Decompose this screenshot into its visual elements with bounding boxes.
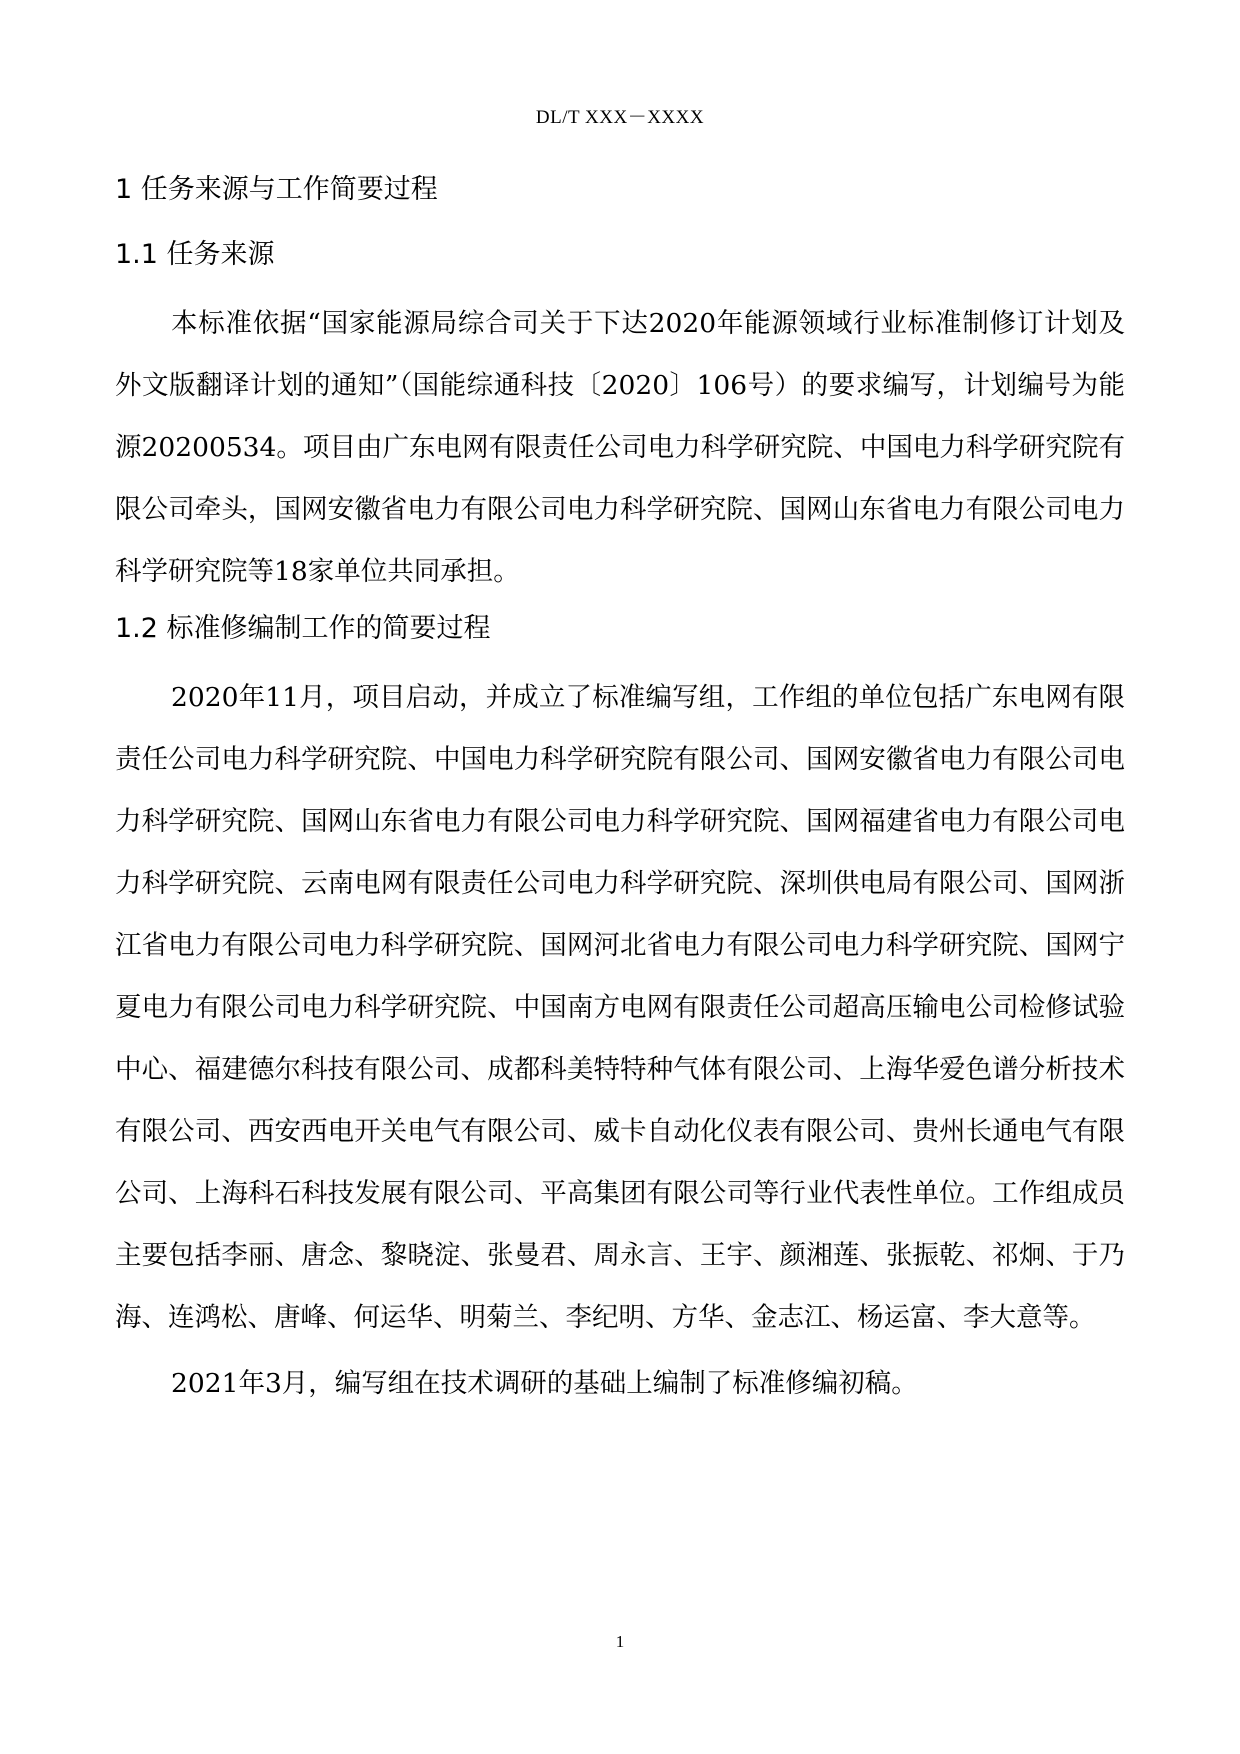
page-number: 1 (615, 1632, 625, 1651)
document-code-header: DL/T XXX－XXXX (535, 107, 705, 128)
process-paragraph-2: 2021年3月，编写组在技术调研的基础上编制了标准修编初稿。 (171, 1368, 918, 1399)
document-body (115, 170, 1125, 1419)
process-paragraph-1: 2020年11月，项目启动，并成立了标准编写组，工作组的单位包括广东电网有限责任公司电力科学研究院、中国电力科学研究院有限公司、国网安徽省电力有限公司电力科学研究院、国网山东省电力有限公司电力科学研究院、国网福建省电力有限公司电力科学研究院、云南电网有限责任公司电力科学研究院、深圳供电局有限公司、国网浙江省电力有限公司电力科学研究院、国网河北省电力有限公司电力科学研究院、国网宁夏电力有限公司电力科学研究院、中国南方电网有限责任公司超高压输电公司检修试验中心、福建德尔科技有限公司、成都科美特特种气体有限公司、上海华爱色谱分析技术有限公司、西安西电开关电气有限公司、威卡自动化仪表有限公司、贵州长通电气有限公司、上海科石科技发展有限公司、平高集团有限公司等行业代表性单位。工作组成员主要包括李丽、唐念、黎晓淀、张曼君、周永言、王宇、颜湘莲、张振乾、祁炯、于乃海、连鸿松、唐峰、何运华、明菊兰、李纪明、方华、金志江、杨运富、李大意等。 (115, 682, 1125, 1333)
task-source-paragraph: 本标准依据“国家能源局综合司关于下达2020年能源领域行业标准制修订计划及外文版翻译计划的通知”（国能综通科技〔2020〕106号）的要求编写，计划编号为能源20200534。项目由广东电网有限责任公司电力科学研究院、中国电力科学研究院有限公司牵头，国网安徽省电力有限公司电力科学研究院、国网山东省电力有限公司电力科学研究院等18家单位共同承担。 (115, 308, 1125, 587)
section-1-1-heading: 1.1 任务来源 (115, 239, 275, 270)
section-1-heading: 1 任务来源与工作简要过程 (115, 174, 438, 205)
section-1-2-heading: 1.2 标准修编制工作的简要过程 (115, 613, 491, 644)
